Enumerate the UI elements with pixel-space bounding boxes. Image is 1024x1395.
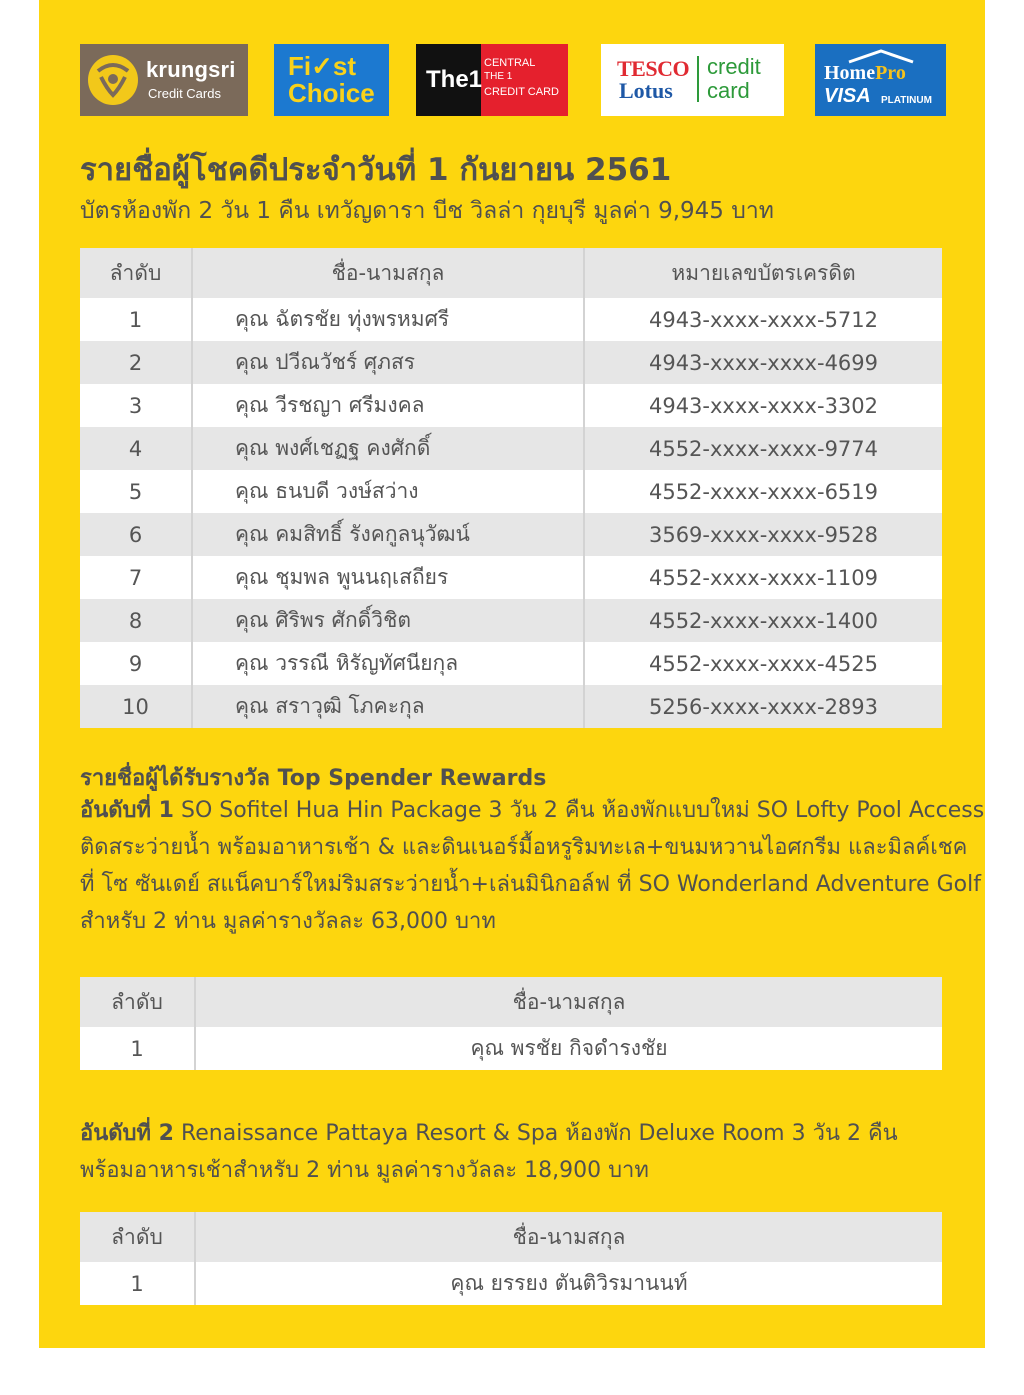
rank2-line1 xyxy=(80,1115,960,1152)
homepro-word xyxy=(824,62,906,85)
card-cell: 3569-xxxx-xxxx-9528 xyxy=(584,513,942,556)
name-cell: คุณ คมสิทธิ์ รังคกูลนุวัฒน์ xyxy=(192,513,584,556)
card-cell: 4552-xxxx-xxxx-1400 xyxy=(584,599,942,642)
rank-cell: 9 xyxy=(80,642,192,685)
tesco-word: TESCO xyxy=(617,56,690,81)
rank-cell: 10 xyxy=(80,685,192,728)
card-cell: 4552-xxxx-xxxx-9774 xyxy=(584,427,942,470)
name-cell: คุณ สราวุฒิ โภคะกุล xyxy=(192,685,584,728)
card-cell: 4943-xxxx-xxxx-5712 xyxy=(648,307,879,332)
rank2-description xyxy=(80,1115,960,1189)
rank1-text1: SO Sofitel Hua Hin Package 3 วัน 2 คืน ห้องพักแบบใหม่ SO Lofty Pool Access xyxy=(173,798,985,823)
card-cell: 4943-xxxx-xxxx-4699 xyxy=(584,341,942,384)
table-row xyxy=(80,384,942,427)
rank2-table xyxy=(80,1212,942,1305)
name-cell: คุณ พรชัย กิจดำรงชัย xyxy=(195,1027,942,1070)
rank1-description xyxy=(80,792,985,940)
the1-central: CENTRAL xyxy=(484,57,536,69)
rank1-line1 xyxy=(80,792,985,829)
card-cell: 4943-xxxx-xxxx-3302 xyxy=(648,393,879,418)
rank-cell: 1 xyxy=(80,1027,195,1070)
rank-cell: 3 xyxy=(80,384,192,427)
col-header-card: หมายเลขบัตรเครดิต xyxy=(584,248,942,298)
the1-credit-card: CREDIT CARD xyxy=(484,86,559,98)
homepro-pro: Pro xyxy=(875,62,906,84)
table-row xyxy=(80,1262,942,1305)
col-header-name: ชื่อ-นามสกุล xyxy=(195,977,942,1027)
page-subtitle: บัตรห้องพัก 2 วัน 1 คืน เทวัญดารา บีช วิลล่า กุยบุรี มูลค่า 9,945 บาท xyxy=(80,198,774,224)
rank-cell: 2 xyxy=(80,341,192,384)
card-cell: 4552-xxxx-xxxx-6519 xyxy=(648,479,879,504)
table-row xyxy=(80,427,942,470)
rank2-label: อันดับที่ 2 xyxy=(80,1121,174,1146)
card-cell: 5256-xxxx-xxxx-2893 xyxy=(584,685,942,728)
table-row xyxy=(80,642,942,685)
rank-cell: 1 xyxy=(80,1262,195,1305)
table-header-row xyxy=(80,1212,942,1262)
card-cell: 4552-xxxx-xxxx-4525 xyxy=(648,651,879,676)
the1-wordmark: The1 xyxy=(426,66,483,93)
krungsri-sub: Credit Cards xyxy=(148,86,221,101)
name-cell: คุณ ศิริพร ศักดิ์วิชิต xyxy=(192,599,584,642)
rank2-text1: Renaissance Pattaya Resort & Spa ห้องพัก Deluxe Room 3 วัน 2 คืน xyxy=(173,1121,898,1146)
tesco-lotus-logo xyxy=(601,44,784,116)
krungsri-logo xyxy=(80,44,248,116)
table-row xyxy=(80,1027,942,1070)
rank-cell: 1 xyxy=(80,298,192,341)
card-cell: 4552-xxxx-xxxx-1109 xyxy=(648,565,879,590)
rank-cell: 6 xyxy=(80,513,192,556)
rank1-line2: ติดสระว่ายน้ำ พร้อมอาหารเช้า & และดินเนอร์มื้อหรูริมทะเล+ขนมหวานไอศกรีม และมิลค์เชค xyxy=(80,835,968,860)
winners-table xyxy=(80,248,942,728)
name-cell: คุณ พงศ์เชฏฐ คงศักดิ์ xyxy=(192,427,584,470)
krungsri-mark-icon xyxy=(88,55,138,105)
first-choice-line2: Choice xyxy=(288,78,375,108)
tesco-card: card xyxy=(707,78,750,103)
rank-cell: 5 xyxy=(80,470,192,513)
name-cell: คุณ ปวีณวัชร์ ศุภสร xyxy=(192,341,584,384)
rank1-label: อันดับที่ 1 xyxy=(80,798,174,823)
the1-logo xyxy=(416,44,568,116)
rank1-table xyxy=(80,977,942,1070)
lotus-word: Lotus xyxy=(619,78,673,103)
name-cell: คุณ วีรชญา ศรีมงคล xyxy=(192,384,584,427)
page-title: รายชื่อผู้โชคดีประจำวันที่ 1 กันยายน 2561 xyxy=(80,152,672,188)
name-cell: คุณ ฉัตรชัย ทุ่งพรหมศรี xyxy=(192,298,584,341)
top-spender-title: รายชื่อผู้ได้รับรางวัล Top Spender Rewards xyxy=(80,766,547,791)
name-cell: คุณ ธนบดี วงษ์สว่าง xyxy=(192,470,584,513)
table-header-row xyxy=(80,248,942,298)
table-row xyxy=(80,599,942,642)
col-header-rank: ลำดับ xyxy=(80,977,195,1027)
table-row xyxy=(80,470,942,513)
tesco-divider xyxy=(697,56,699,102)
table-row xyxy=(80,298,942,341)
homepro-home: Home xyxy=(824,62,876,84)
platinum-word: PLATINUM xyxy=(881,95,932,106)
homepro-visa-logo xyxy=(815,44,946,116)
table-row xyxy=(80,685,942,728)
rank1-line4: สำหรับ 2 ท่าน มูลค่ารางวัลละ 63,000 บาท xyxy=(80,909,496,934)
rank-cell: 4 xyxy=(80,427,192,470)
col-header-name: ชื่อ-นามสกุล xyxy=(195,1212,942,1262)
rank-cell: 7 xyxy=(80,556,192,599)
rank2-line2: พร้อมอาหารเช้าสำหรับ 2 ท่าน มูลค่ารางวัลละ 18,900 บาท xyxy=(80,1158,649,1183)
table-header-row xyxy=(80,977,942,1027)
name-cell: คุณ ยรรยง ตันติวิรมานนท์ xyxy=(195,1262,942,1305)
rank-cell: 8 xyxy=(80,599,192,642)
table-row xyxy=(80,341,942,384)
tesco-credit: credit xyxy=(707,54,761,79)
table-row xyxy=(80,513,942,556)
visa-word: VISA xyxy=(824,85,871,107)
table-row xyxy=(80,556,942,599)
col-header-rank: ลำดับ xyxy=(80,1212,195,1262)
col-header-name: ชื่อ-นามสกุล xyxy=(192,248,584,298)
name-cell: คุณ ชุมพล พูนนฤเสถียร xyxy=(192,556,584,599)
first-choice-line1: Fi✓st xyxy=(288,51,357,81)
name-cell: คุณ วรรณี หิรัญทัศนียกุล xyxy=(192,642,584,685)
first-choice-logo xyxy=(274,44,389,116)
col-header-rank: ลำดับ xyxy=(80,248,192,298)
the1-the1: THE 1 xyxy=(484,71,513,82)
rank1-line3: ที่ โซ ซันเดย์ สแน็คบาร์ใหม่ริมสระว่ายน้ำ+เล่นมินิกอล์ฟ ที่ SO Wonderland Adventure Golf xyxy=(80,872,981,897)
krungsri-name: krungsri xyxy=(146,57,236,82)
